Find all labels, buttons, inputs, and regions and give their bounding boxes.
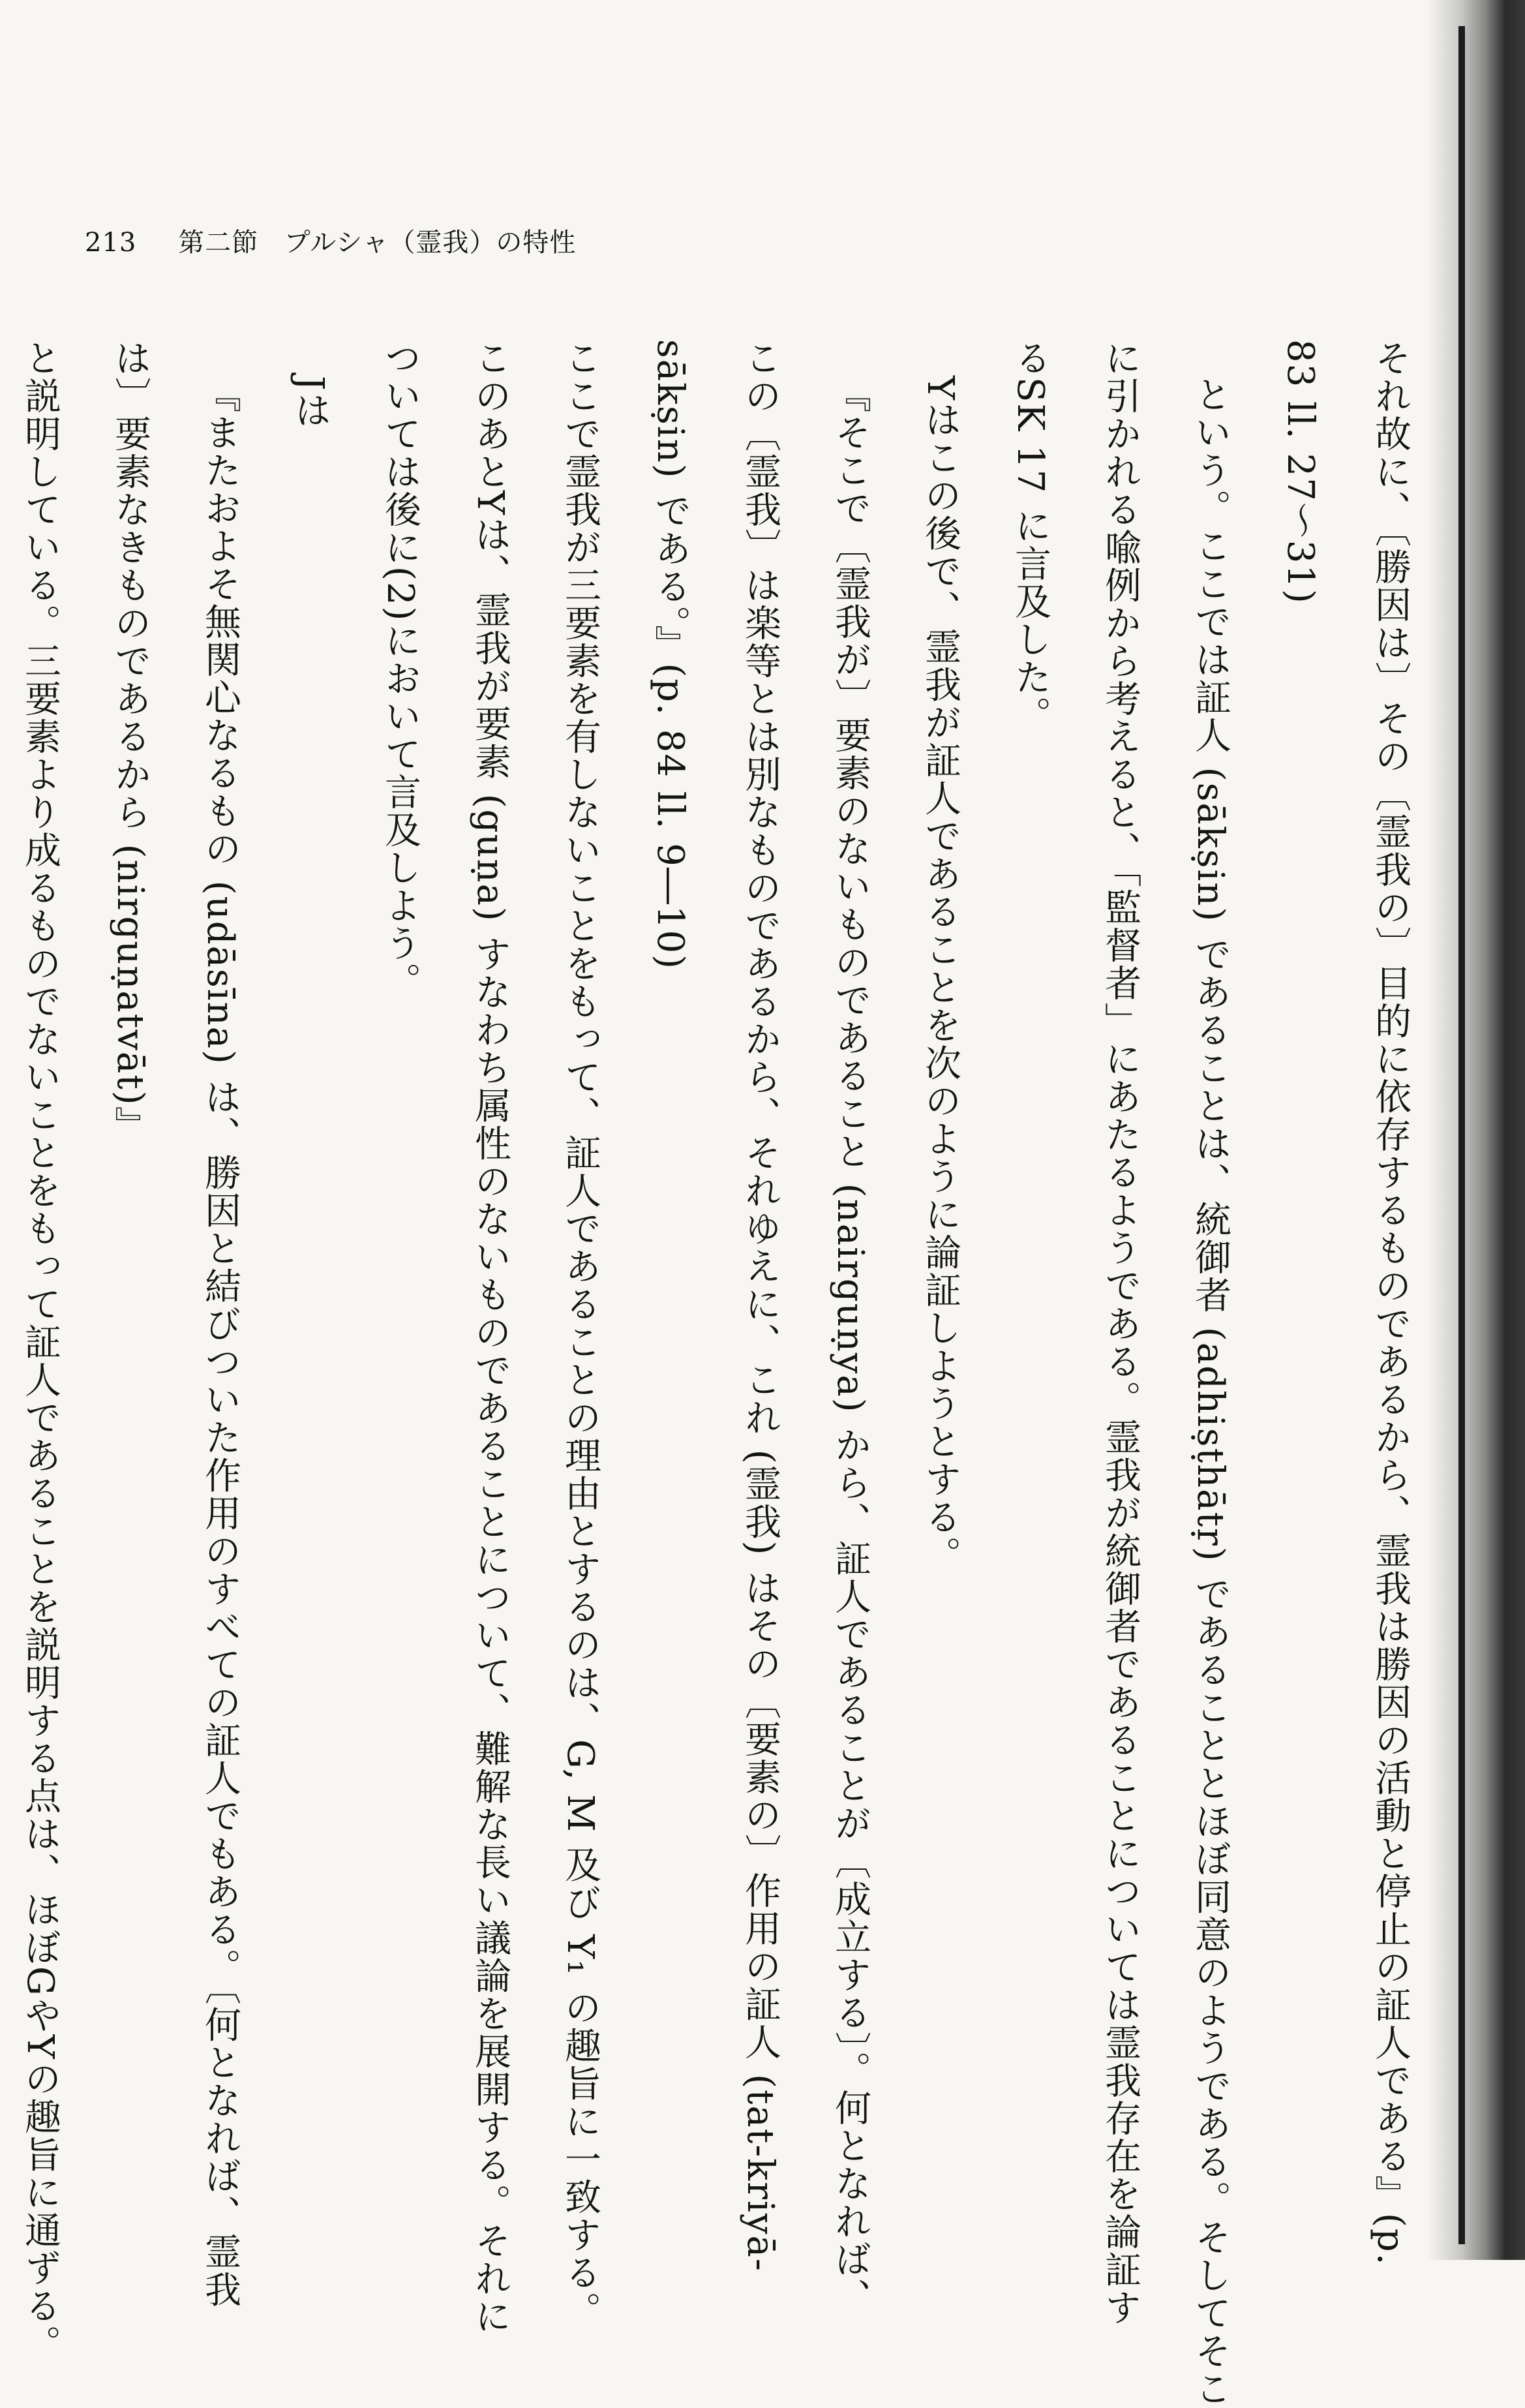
text-line: 83 ll. 27～31) (1279, 339, 1321, 605)
body-text (19, 339, 1435, 2408)
scan-binding-line (1458, 26, 1465, 2244)
text-line: Yはこの後で、霊我が証人であることを次のように論証しようとする。 (919, 376, 961, 1574)
text-line: るSK 17 に言及した。 (1009, 339, 1051, 735)
quote-line: この〔霊我〕は楽等とは別なものであるから、それゆえに、これ (霊我) はその〔要素の〕作用の証人 (tat-kriyā- (739, 339, 781, 2272)
quote-line: 『そこで〔霊我が〕要素のないものであること (nairguṇya) から、証人であることが〔成立する〕。何となれば、 (829, 376, 871, 2317)
page-number: 213 (85, 228, 137, 258)
quote-line: 『またおよそ無関心なるもの (udāsīna) は、勝因と結びついた作用のすべての証人でもある。〔何となれば、霊我 (199, 376, 241, 2309)
text-line: と説明している。三要素より成るものでないことをもって証人であることを説明する点は、ほぼGやYの趣旨に通ずる。 (19, 339, 61, 2363)
text-line: ここで霊我が三要素を有しないことをもって、証人であることの理由とするのは、G, M 及び Y₁ の趣旨に一致する。 (559, 339, 601, 2330)
section-title: プルシャ（霊我）の特性 (284, 228, 577, 258)
text-line: に引かれる喩例から考えると、「監督者」にあたるようである。霊我が統御者であることについては霊我存在を論証す (1099, 339, 1141, 2326)
section-label: 第二節 (178, 228, 259, 258)
text-line: という。ここでは証人 (sākṣin) であることは、統御者 (adhiṣṭhātṛ) であることとほぼ同意のようである。そしてそこ (1189, 376, 1231, 2408)
running-header (85, 222, 576, 259)
text-line: ついては後に(2)において言及しよう。 (379, 339, 421, 1001)
text-line: Jは (289, 376, 331, 430)
scan-shadow-edge (1427, 0, 1525, 2260)
text-line: それ故に、〔勝因は〕その〔霊我の〕目的に依存するものであるから、霊我は勝因の活動と停止の証人である』(p. (1369, 339, 1412, 2266)
quote-line: は〕要素なきものであるから (nirguṇatvāt)』 (109, 339, 151, 1144)
quote-line: sākṣin) である。』(p. 84 ll. 9―10) (649, 339, 691, 970)
text-line: このあとYは、霊我が要素 (guṇa) すなわち属性のないものであることについて、難解な長い議論を展開する。それに (469, 339, 511, 2336)
